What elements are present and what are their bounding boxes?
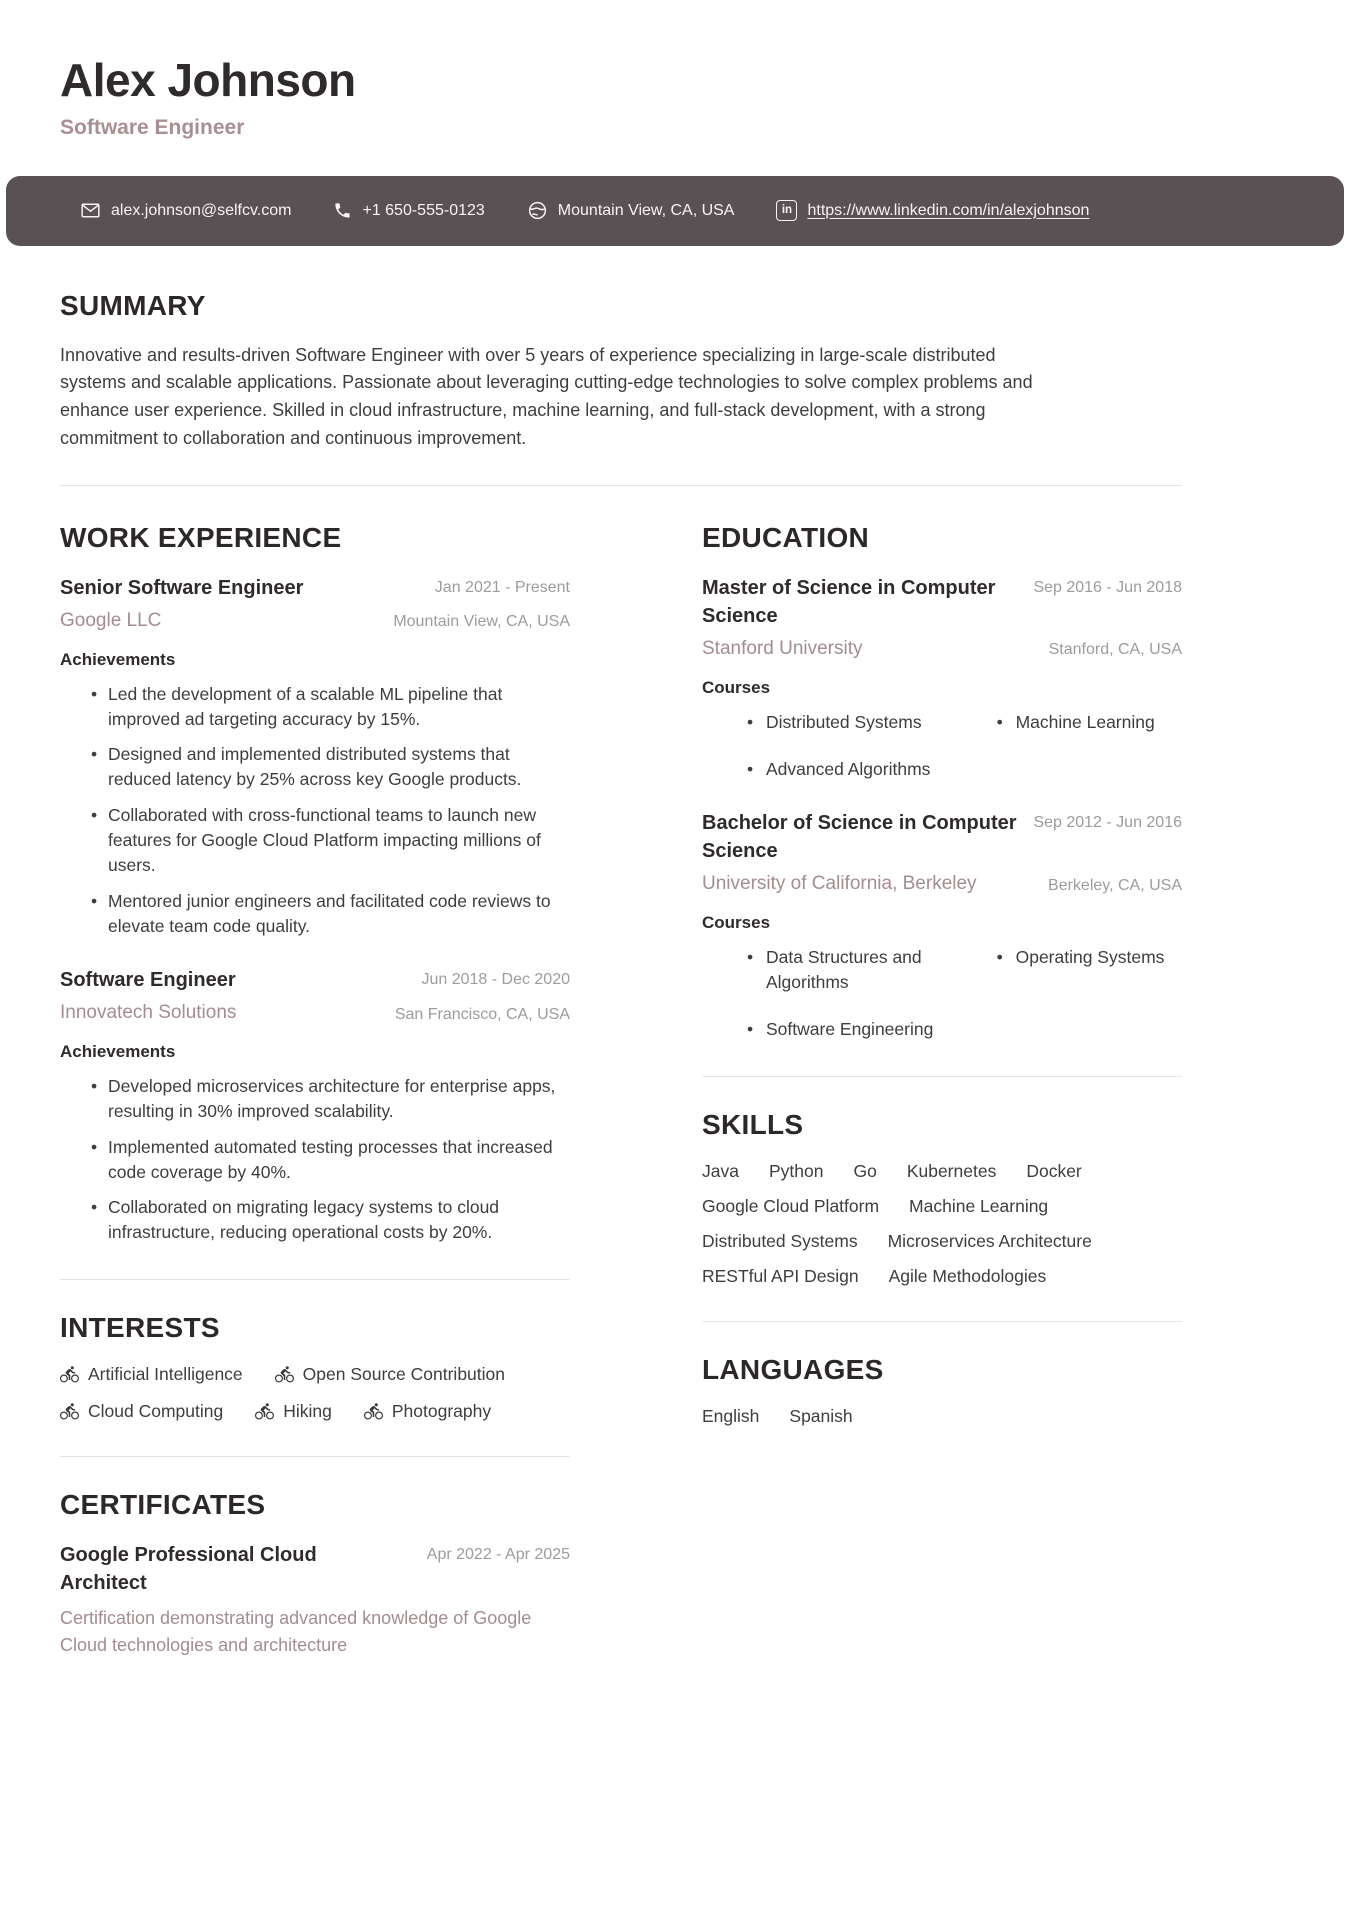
education-entry-main bbox=[702, 809, 1024, 897]
person-name: Alex Johnson bbox=[60, 54, 356, 106]
job-location: Mountain View, CA, USA bbox=[393, 613, 570, 631]
contact-phone-text: +1 650-555-0123 bbox=[362, 201, 485, 219]
interest-item bbox=[255, 1401, 332, 1422]
education-section bbox=[702, 522, 1182, 1042]
job-entry-main bbox=[60, 574, 393, 634]
course-item: • Data Structures and Algorithms bbox=[702, 945, 952, 995]
language-item: English bbox=[702, 1405, 760, 1426]
section-divider bbox=[702, 1321, 1182, 1322]
section-divider bbox=[60, 1279, 570, 1280]
section-divider bbox=[702, 1076, 1182, 1077]
skill-item: Agile Methodologies bbox=[888, 1265, 1047, 1286]
course-item: • Advanced Algorithms bbox=[702, 757, 952, 782]
job-entry bbox=[60, 574, 570, 938]
achievement-list bbox=[60, 682, 570, 939]
section-divider bbox=[60, 485, 1182, 486]
resume-body bbox=[0, 290, 1350, 1688]
certificate-entry-side bbox=[427, 1541, 570, 1597]
interest-item bbox=[275, 1364, 505, 1385]
interest-label: Photography bbox=[391, 1401, 492, 1422]
cycling-icon bbox=[60, 1365, 79, 1384]
education-entry-side bbox=[1033, 809, 1182, 897]
cycling-icon bbox=[60, 1402, 79, 1421]
achievement-list bbox=[60, 1074, 570, 1245]
job-entry-head bbox=[60, 966, 570, 1026]
interest-item bbox=[60, 1364, 243, 1385]
skill-item: Go bbox=[853, 1160, 877, 1181]
course-list bbox=[702, 710, 1182, 782]
resume-header bbox=[0, 55, 1350, 140]
courses-label: Courses bbox=[702, 677, 771, 697]
courses-label: Courses bbox=[702, 913, 771, 933]
job-entry-side bbox=[393, 574, 570, 634]
interest-item bbox=[60, 1401, 223, 1422]
certificate-dates: Apr 2022 - Apr 2025 bbox=[426, 1546, 570, 1564]
interest-label: Hiking bbox=[283, 1401, 332, 1422]
education-entry-side bbox=[1033, 574, 1182, 662]
education-entry-main bbox=[702, 574, 1024, 662]
degree-title: Bachelor of Science in Computer Science bbox=[702, 812, 1017, 863]
achievement-item: • Led the development of a scalable ML pipeline that improved ad targeting accuracy by 15%. bbox=[60, 682, 570, 732]
contact-linkedin bbox=[776, 200, 1089, 221]
interests-heading: INTERESTS bbox=[60, 1312, 220, 1344]
degree-title: Master of Science in Computer Science bbox=[702, 577, 996, 628]
job-title: Software Engineer bbox=[60, 969, 236, 992]
interest-label: Cloud Computing bbox=[88, 1401, 224, 1422]
globe-location-icon bbox=[527, 200, 548, 221]
language-list bbox=[702, 1406, 1182, 1427]
linkedin-icon: in bbox=[776, 200, 797, 221]
course-list bbox=[702, 945, 1182, 1042]
education-dates: Sep 2012 - Jun 2016 bbox=[1033, 814, 1182, 832]
skill-item: RESTful API Design bbox=[702, 1265, 859, 1286]
contact-location bbox=[527, 200, 735, 221]
job-title: Senior Software Engineer bbox=[60, 577, 304, 600]
job-entry-main bbox=[60, 966, 395, 1026]
job-company: Google LLC bbox=[60, 610, 162, 632]
achievement-item: • Designed and implemented distributed systems that reduced latency by 25% across key Google products. bbox=[60, 742, 570, 792]
certificates-heading: CERTIFICATES bbox=[60, 1489, 266, 1521]
education-entry bbox=[702, 809, 1182, 1041]
education-entry-head bbox=[702, 574, 1182, 662]
contact-location-text: Mountain View, CA, USA bbox=[557, 201, 735, 219]
summary-section bbox=[60, 290, 1290, 454]
certificate-entry bbox=[60, 1541, 570, 1659]
achievements-label: Achievements bbox=[60, 649, 176, 669]
education-heading: EDUCATION bbox=[702, 522, 870, 554]
skill-item: Python bbox=[768, 1160, 824, 1181]
achievement-item: • Collaborated with cross-functional teams to launch new features for Google Cloud Platform impacting millions of users. bbox=[60, 803, 570, 878]
course-item: • Distributed Systems bbox=[702, 710, 952, 735]
achievement-item: • Developed microservices architecture for enterprise apps, resulting in 30% improved scalability. bbox=[60, 1074, 570, 1124]
achievement-item: • Mentored junior engineers and facilitated code reviews to elevate team code quality. bbox=[60, 889, 570, 939]
certificate-title: Google Professional Cloud Architect bbox=[60, 1544, 317, 1595]
interest-list bbox=[60, 1364, 570, 1422]
language-item: Spanish bbox=[789, 1405, 853, 1426]
interest-item bbox=[364, 1401, 491, 1422]
cycling-icon bbox=[364, 1402, 383, 1421]
skills-section bbox=[702, 1109, 1182, 1287]
interests-section bbox=[60, 1312, 570, 1422]
education-location: Berkeley, CA, USA bbox=[1048, 876, 1182, 894]
school-name: University of California, Berkeley bbox=[702, 873, 977, 895]
skill-item: Machine Learning bbox=[909, 1195, 1049, 1216]
skill-item: Google Cloud Platform bbox=[702, 1195, 880, 1216]
summary-text: Innovative and results-driven Software Engineer with over 5 years of experience specializing in large-scale distributed systems and scalable applications. Passionate about leveraging cutting-edge technologies to solve complex problems and enhance user experience. Skilled in cloud infrastructure, machine learning, and full-stack development, with a strong commitment to collaboration and continuous improvement. bbox=[60, 344, 1033, 449]
education-location: Stanford, CA, USA bbox=[1048, 641, 1182, 659]
education-entry bbox=[702, 574, 1182, 781]
certificate-description: Certification demonstrating advanced knowledge of Google Cloud technologies and architecture bbox=[60, 1608, 532, 1656]
achievements-label: Achievements bbox=[60, 1042, 176, 1062]
summary-heading: SUMMARY bbox=[60, 289, 206, 321]
job-entry-side bbox=[395, 966, 570, 1026]
two-column-layout bbox=[60, 522, 1290, 1687]
job-entry-head bbox=[60, 574, 570, 634]
certificate-entry-head bbox=[60, 1541, 570, 1597]
contact-email bbox=[80, 200, 291, 221]
section-divider bbox=[60, 1456, 570, 1457]
job-dates: Jan 2021 - Present bbox=[434, 579, 570, 597]
skill-item: Kubernetes bbox=[906, 1160, 997, 1181]
skill-item: Distributed Systems bbox=[702, 1230, 858, 1251]
course-item: • Operating Systems bbox=[952, 945, 1182, 995]
certificate-entry-main bbox=[60, 1541, 382, 1597]
skill-item: Microservices Architecture bbox=[887, 1230, 1092, 1251]
skill-item: Java bbox=[702, 1160, 739, 1181]
achievement-item: • Implemented automated testing processes that increased code coverage by 40%. bbox=[60, 1135, 570, 1185]
email-icon bbox=[80, 200, 101, 221]
work-experience-heading: WORK EXPERIENCE bbox=[60, 522, 342, 554]
contact-email-text: alex.johnson@selfcv.com bbox=[111, 201, 292, 219]
skills-heading: SKILLS bbox=[702, 1108, 804, 1140]
education-entry-head bbox=[702, 809, 1182, 897]
contact-bar bbox=[6, 176, 1344, 246]
languages-section bbox=[702, 1354, 1182, 1427]
person-job-title: Software Engineer bbox=[60, 115, 245, 139]
course-item: • Software Engineering bbox=[702, 1017, 952, 1042]
right-column bbox=[702, 522, 1182, 1427]
contact-phone bbox=[333, 201, 484, 220]
course-item: • Machine Learning bbox=[952, 710, 1182, 735]
job-company: Innovatech Solutions bbox=[60, 1002, 237, 1024]
school-name: Stanford University bbox=[702, 638, 863, 660]
interest-label: Artificial Intelligence bbox=[88, 1364, 243, 1385]
job-dates: Jun 2018 - Dec 2020 bbox=[421, 971, 570, 989]
cycling-icon bbox=[255, 1402, 274, 1421]
job-entry bbox=[60, 966, 570, 1245]
languages-heading: LANGUAGES bbox=[702, 1353, 884, 1385]
cycling-icon bbox=[275, 1365, 294, 1384]
education-dates: Sep 2016 - Jun 2018 bbox=[1033, 579, 1182, 597]
skill-item: Docker bbox=[1026, 1160, 1082, 1181]
phone-icon bbox=[333, 201, 352, 220]
skill-list bbox=[702, 1161, 1182, 1287]
work-experience-section bbox=[60, 522, 570, 1245]
linkedin-link[interactable]: https://www.linkedin.com/in/alexjohnson bbox=[807, 201, 1090, 219]
interest-label: Open Source Contribution bbox=[302, 1364, 505, 1385]
job-location: San Francisco, CA, USA bbox=[394, 1005, 570, 1023]
achievement-item: • Collaborated on migrating legacy systems to cloud infrastructure, reducing operational costs by 20%. bbox=[60, 1195, 570, 1245]
left-column bbox=[60, 522, 570, 1687]
certificates-section bbox=[60, 1489, 570, 1659]
